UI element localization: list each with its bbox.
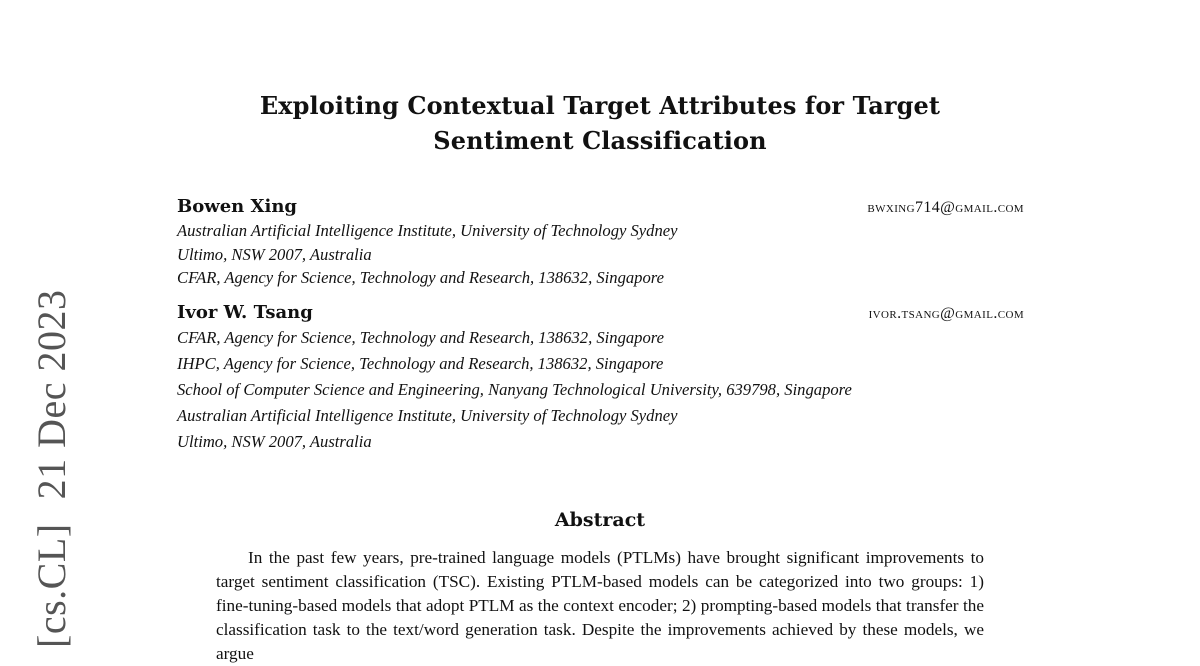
abstract-heading: Abstract bbox=[554, 509, 646, 531]
affiliation-line: CFAR, Agency for Science, Technology and Research, 138632, Singapore bbox=[177, 328, 664, 347]
author-name: Ivor W. Tsang bbox=[177, 302, 313, 323]
affiliation-line: CFAR, Agency for Science, Technology and Research, 138632, Singapore bbox=[177, 268, 664, 287]
affiliation-line: School of Computer Science and Engineering, Nanyang Technological University, 639798, Singapore bbox=[177, 380, 852, 399]
paper-title-line-2: Sentiment Classification bbox=[433, 126, 767, 155]
author-email: ivor.tsang@gmail.com bbox=[868, 305, 1024, 322]
author-header bbox=[177, 195, 1024, 219]
paper-title bbox=[180, 88, 1020, 158]
author-header bbox=[177, 301, 1024, 325]
affiliation-line: Australian Artificial Intelligence Institute, University of Technology Sydney bbox=[177, 406, 678, 425]
affiliation-line: Australian Artificial Intelligence Institute, University of Technology Sydney bbox=[177, 221, 678, 240]
affiliation-line: Ultimo, NSW 2007, Australia bbox=[177, 432, 372, 451]
author-email: bwxing714@gmail.com bbox=[867, 199, 1024, 216]
arxiv-date: 21 Dec 2023 bbox=[29, 289, 74, 500]
affiliation-line: Ultimo, NSW 2007, Australia bbox=[177, 244, 372, 264]
arxiv-stamp bbox=[28, 266, 75, 648]
paper-title-line-1: Exploiting Contextual Target Attributes for Target bbox=[259, 91, 941, 120]
abstract-body: In the past few years, pre-trained language models (PTLMs) have brought significant improvements to target sentiment classification (TSC). Existing PTLM-based models can be categorized into two groups: 1) fine-tuning-based models that adopt PTLM as the context encoder; 2) prompting-based models that transfer the classification task to the text/word generation task. Despite the improvements achieved by these models, we argue bbox=[216, 548, 984, 663]
author-block-bowen-xing bbox=[177, 195, 1024, 290]
affiliation-line: IHPC, Agency for Science, Technology and Research, 138632, Singapore bbox=[177, 354, 664, 373]
author-name: Bowen Xing bbox=[177, 196, 297, 217]
arxiv-category: [cs.CL] bbox=[29, 523, 74, 648]
author-block-ivor-tsang bbox=[177, 301, 1024, 455]
